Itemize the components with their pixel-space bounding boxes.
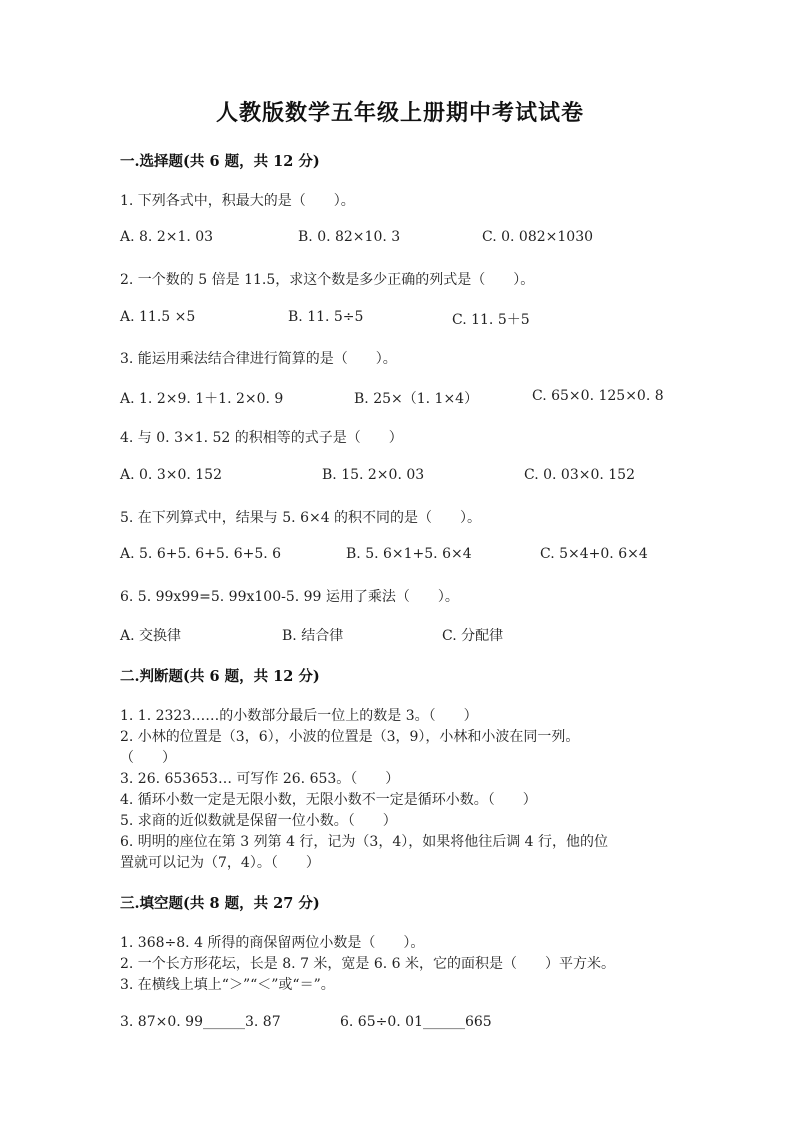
question-text: 2. 一个数的 5 倍是 11.5，求这个数是多少正确的列式是（ ）。 <box>120 272 535 288</box>
statement-line: 置就可以记为（7，4）。（ ） <box>120 855 320 871</box>
option-a: A. 11.5 ×5 <box>120 309 196 325</box>
option-c: C. 分配律 <box>442 628 504 644</box>
comparison-item: 3. 87×0. 99______3. 87 <box>120 1014 281 1030</box>
question-text: 4. 与 0. 3×1. 52 的积相等的式子是（ ） <box>120 430 403 446</box>
question-text: 6. 5. 99x99=5. 99x100-5. 99 运用了乘法（ ）。 <box>120 589 459 605</box>
option-b: B. 11. 5÷5 <box>288 309 364 325</box>
question-line: 3. 在横线上填上“＞”“＜”或“＝”。 <box>120 977 335 993</box>
option-b: B. 0. 82×10. 3 <box>298 229 401 245</box>
question-line: 2. 一个长方形花坛，长是 8. 7 米，宽是 6. 6 米，它的面积是（ ）平方米。 <box>120 956 616 972</box>
statement-line: 6. 明明的座位在第 3 列第 4 行，记为（3，4），如果将他往后调 4 行，他的位 <box>120 834 609 850</box>
option-a: A. 0. 3×0. 152 <box>120 467 222 483</box>
option-c: C. 0. 082×1030 <box>482 229 594 245</box>
section-heading-fill-in: 三.填空题(共 8 题，共 27 分) <box>120 895 320 912</box>
option-c: C. 0. 03×0. 152 <box>524 467 635 483</box>
comparison-item: 6. 65÷0. 01______665 <box>340 1014 492 1030</box>
option-c: C. 5×4+0. 6×4 <box>540 546 648 562</box>
option-a: A. 交换律 <box>120 628 182 644</box>
question-text: 5. 在下列算式中，结果与 5. 6×4 的积不同的是（ ）。 <box>120 510 482 526</box>
option-a: A. 1. 2×9. 1＋1. 2×0. 9 <box>120 391 284 407</box>
question-line: 1. 368÷8. 4 所得的商保留两位小数是（ ）。 <box>120 935 425 951</box>
statement-line: 2. 小林的位置是（3，6），小波的位置是（3，9），小林和小波在同一列。 <box>120 729 580 745</box>
statement-line: 5. 求商的近似数就是保留一位小数。（ ） <box>120 813 397 829</box>
question-text: 3. 能运用乘法结合律进行简算的是（ ）。 <box>120 351 397 367</box>
option-c: C. 65×0. 125×0. 8 <box>532 388 664 404</box>
option-b: B. 15. 2×0. 03 <box>322 467 425 483</box>
statement-line: 1. 1. 2323……的小数部分最后一位上的数是 3。（ ） <box>120 708 478 724</box>
section-heading-true-false: 二.判断题(共 6 题，共 12 分) <box>120 668 320 685</box>
option-b: B. 5. 6×1+5. 6×4 <box>346 546 472 562</box>
option-b: B. 结合律 <box>282 628 344 644</box>
page-title: 人教版数学五年级上册期中考试试卷 <box>215 100 584 126</box>
statement-line: 3. 26. 653653… 可写作 26. 653。（ ） <box>120 771 400 787</box>
option-b: B. 25×（1. 1×4） <box>354 391 479 407</box>
statement-line: （ ） <box>120 750 176 766</box>
section-heading-choice: 一.选择题(共 6 题，共 12 分) <box>120 153 320 170</box>
question-text: 1. 下列各式中，积最大的是（ ）。 <box>120 193 355 209</box>
option-a: A. 8. 2×1. 03 <box>120 229 214 245</box>
option-c: C. 11. 5＋5 <box>452 312 530 328</box>
statement-line: 4. 循环小数一定是无限小数，无限小数不一定是循环小数。（ ） <box>120 792 537 808</box>
option-a: A. 5. 6+5. 6+5. 6+5. 6 <box>120 546 282 562</box>
